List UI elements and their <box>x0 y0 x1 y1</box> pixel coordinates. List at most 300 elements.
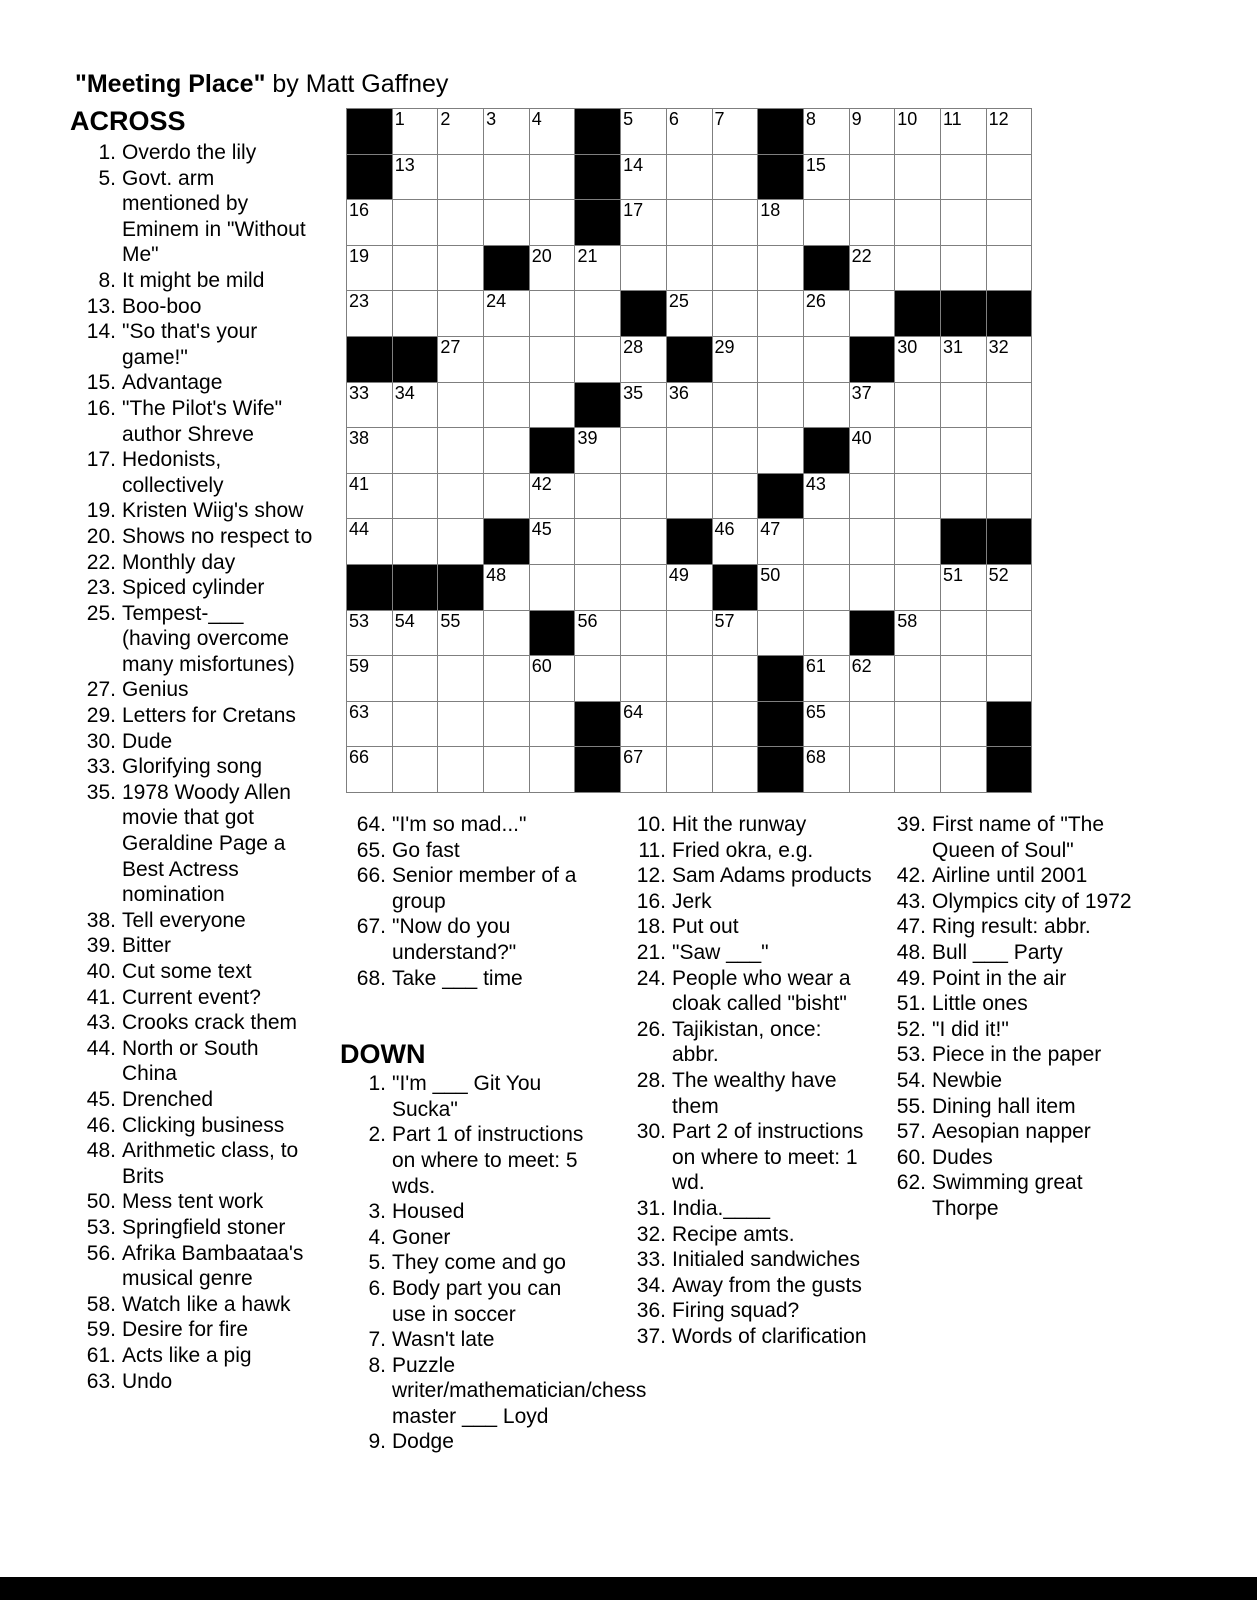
grid-cell[interactable] <box>941 702 986 747</box>
grid-cell[interactable] <box>575 291 620 336</box>
cell-number: 10 <box>897 109 918 129</box>
clue-text: Part 2 of instructions on where to meet: 1 wd. <box>672 1120 864 1195</box>
grid-cell[interactable] <box>530 155 575 200</box>
grid-cell[interactable] <box>393 474 438 519</box>
grid-cell[interactable] <box>621 747 666 792</box>
grid-cell[interactable] <box>347 702 392 747</box>
grid-cell-black <box>438 565 483 610</box>
grid-cell[interactable] <box>347 200 392 245</box>
grid-cell[interactable] <box>438 702 483 747</box>
grid-cell[interactable] <box>393 611 438 656</box>
grid-cell[interactable] <box>347 383 392 428</box>
grid-cell[interactable] <box>987 565 1032 610</box>
clue-text: Crooks crack them <box>122 1011 298 1035</box>
grid-cell[interactable] <box>667 383 712 428</box>
grid-cell[interactable] <box>987 474 1032 519</box>
grid-cell[interactable] <box>758 246 803 291</box>
grid-cell[interactable] <box>484 155 529 200</box>
grid-cell[interactable] <box>713 337 758 382</box>
grid-cell[interactable] <box>850 200 895 245</box>
grid-cell[interactable] <box>393 155 438 200</box>
clue-text: It might be mild <box>122 268 265 292</box>
grid-cell[interactable] <box>438 656 483 701</box>
grid-cell[interactable] <box>758 519 803 564</box>
grid-cell[interactable] <box>484 337 529 382</box>
clue-item <box>70 1317 318 1343</box>
grid-cell[interactable] <box>804 702 849 747</box>
grid-cell-black <box>347 109 392 154</box>
grid-cell[interactable] <box>987 383 1032 428</box>
grid-cell[interactable] <box>667 611 712 656</box>
grid-cell[interactable] <box>621 565 666 610</box>
clue-item <box>880 1145 1132 1171</box>
across-header: ACROSS <box>70 106 186 136</box>
grid-cell[interactable] <box>621 383 666 428</box>
clue-number: 24. <box>636 966 666 990</box>
grid-cell[interactable] <box>667 246 712 291</box>
cell-number: 37 <box>851 382 872 403</box>
clue-text: Swimming great Thorpe <box>932 1171 1083 1220</box>
grid-cell[interactable] <box>667 155 712 200</box>
clue-number: 60. <box>896 1145 926 1169</box>
grid-cell[interactable] <box>941 337 986 382</box>
grid-cell[interactable] <box>895 200 940 245</box>
clue-text: Firing squad? <box>672 1299 800 1323</box>
grid-cell[interactable] <box>987 428 1032 473</box>
grid-cell[interactable] <box>804 565 849 610</box>
clue-number: 22. <box>86 550 116 574</box>
grid-cell[interactable] <box>804 383 849 428</box>
clue-item <box>70 1369 318 1395</box>
grid-cell[interactable] <box>713 474 758 519</box>
clue-item <box>340 1250 590 1276</box>
clue-item <box>880 1068 1132 1094</box>
grid-cell[interactable] <box>530 246 575 291</box>
grid-cell-black <box>530 611 575 656</box>
grid-cell[interactable] <box>804 155 849 200</box>
grid-cell[interactable] <box>941 474 986 519</box>
grid-cell[interactable] <box>393 291 438 336</box>
clue-item <box>70 575 318 601</box>
grid-cell[interactable] <box>621 611 666 656</box>
grid-cell[interactable] <box>804 474 849 519</box>
grid-cell[interactable] <box>484 383 529 428</box>
clue-number: 46. <box>86 1113 116 1137</box>
grid-cell[interactable] <box>393 702 438 747</box>
grid-cell[interactable] <box>804 291 849 336</box>
clue-text: They come and go <box>392 1251 566 1275</box>
grid-cell[interactable] <box>484 702 529 747</box>
cell-number: 24 <box>486 291 507 312</box>
clue-text: North or South China <box>122 1036 259 1086</box>
clue-number: 43. <box>86 1011 116 1035</box>
grid-cell[interactable] <box>667 291 712 336</box>
clue-text: First name of "The Queen of Soul" <box>932 813 1105 862</box>
grid-cell[interactable] <box>530 383 575 428</box>
clue-number: 19. <box>86 499 116 523</box>
grid-cell-black <box>987 702 1032 747</box>
grid-cell[interactable] <box>575 565 620 610</box>
grid-cell[interactable] <box>713 428 758 473</box>
grid-cell[interactable] <box>941 109 986 154</box>
grid-cell[interactable] <box>713 383 758 428</box>
grid-cell[interactable] <box>895 656 940 701</box>
grid-cell[interactable] <box>393 428 438 473</box>
clue-item <box>340 1353 647 1430</box>
grid-cell[interactable] <box>850 291 895 336</box>
grid-cell[interactable] <box>713 702 758 747</box>
clue-item <box>70 1113 318 1139</box>
grid-cell[interactable] <box>941 747 986 792</box>
clue-item <box>620 940 872 966</box>
grid-cell[interactable] <box>713 291 758 336</box>
clue-number: 33. <box>636 1248 666 1272</box>
grid-cell[interactable] <box>575 656 620 701</box>
clue-item <box>340 914 590 965</box>
grid-cell[interactable] <box>530 702 575 747</box>
grid-cell[interactable] <box>530 747 575 792</box>
grid-cell[interactable] <box>621 337 666 382</box>
clue-item <box>340 966 590 992</box>
grid-cell[interactable] <box>393 747 438 792</box>
grid-cell[interactable] <box>484 428 529 473</box>
grid-cell[interactable] <box>987 246 1032 291</box>
grid-cell[interactable] <box>895 155 940 200</box>
cell-number: 7 <box>714 109 725 129</box>
grid-cell[interactable] <box>621 200 666 245</box>
grid-cell[interactable] <box>484 747 529 792</box>
grid-cell[interactable] <box>895 383 940 428</box>
grid-cell[interactable] <box>758 565 803 610</box>
grid-cell[interactable] <box>393 109 438 154</box>
clue-text: Glorifying song <box>122 755 263 779</box>
grid-cell[interactable] <box>484 474 529 519</box>
clue-item <box>70 370 318 396</box>
clue-number: 38. <box>86 908 116 932</box>
cell-number: 12 <box>988 109 1009 129</box>
grid-cell[interactable] <box>530 109 575 154</box>
grid-cell[interactable] <box>850 383 895 428</box>
grid-cell[interactable] <box>347 611 392 656</box>
clue-number: 17. <box>86 448 116 472</box>
grid-cell[interactable] <box>575 428 620 473</box>
clue-number: 41. <box>86 985 116 1009</box>
clue-text: Body part you can use in soccer <box>392 1276 562 1326</box>
grid-cell[interactable] <box>530 337 575 382</box>
grid-cell[interactable] <box>758 200 803 245</box>
grid-cell[interactable] <box>667 474 712 519</box>
grid-cell[interactable] <box>758 428 803 473</box>
grid-cell[interactable] <box>621 702 666 747</box>
clue-item <box>70 985 318 1011</box>
clue-item <box>620 1222 872 1248</box>
grid-cell[interactable] <box>438 428 483 473</box>
grid-cell[interactable] <box>758 337 803 382</box>
clue-number: 56. <box>86 1241 116 1265</box>
grid-cell[interactable] <box>621 474 666 519</box>
grid-cell[interactable] <box>987 155 1032 200</box>
cell-number: 6 <box>668 109 679 129</box>
grid-cell[interactable] <box>484 611 529 656</box>
clue-item <box>880 914 1132 940</box>
grid-cell[interactable] <box>438 200 483 245</box>
grid-cell[interactable] <box>941 246 986 291</box>
grid-cell[interactable] <box>530 656 575 701</box>
grid-cell[interactable] <box>804 611 849 656</box>
grid-cell[interactable] <box>667 702 712 747</box>
grid-cell[interactable] <box>987 109 1032 154</box>
grid-cell[interactable] <box>438 611 483 656</box>
cell-number: 50 <box>760 564 781 585</box>
grid-cell[interactable] <box>621 155 666 200</box>
clue-text: Put out <box>672 915 739 939</box>
grid-cell[interactable] <box>393 200 438 245</box>
clue-item <box>880 1119 1132 1145</box>
grid-cell[interactable] <box>667 200 712 245</box>
cell-number: 45 <box>531 519 552 540</box>
grid-cell[interactable] <box>621 246 666 291</box>
grid-cell[interactable] <box>713 246 758 291</box>
cell-number: 61 <box>805 656 826 677</box>
grid-cell[interactable] <box>758 611 803 656</box>
grid-cell[interactable] <box>667 428 712 473</box>
cell-number: 13 <box>394 154 415 175</box>
grid-cell[interactable] <box>484 565 529 610</box>
grid-cell[interactable] <box>621 519 666 564</box>
grid-cell[interactable] <box>575 611 620 656</box>
clue-text: Letters for Cretans <box>122 704 296 728</box>
grid-cell[interactable] <box>895 611 940 656</box>
clue-number: 16. <box>636 889 666 913</box>
clue-item <box>880 863 1132 889</box>
grid-cell[interactable] <box>438 291 483 336</box>
grid-cell[interactable] <box>941 611 986 656</box>
grid-cell[interactable] <box>438 155 483 200</box>
grid-cell[interactable] <box>850 565 895 610</box>
grid-cell[interactable] <box>713 747 758 792</box>
grid-cell[interactable] <box>850 109 895 154</box>
grid-cell[interactable] <box>347 428 392 473</box>
grid-cell-black <box>484 246 529 291</box>
grid-cell[interactable] <box>530 519 575 564</box>
clue-text: Puzzle writer/mathematician/chess master ___ Loyd <box>392 1353 647 1428</box>
grid-cell[interactable] <box>667 656 712 701</box>
grid-cell[interactable] <box>438 109 483 154</box>
grid-cell[interactable] <box>393 656 438 701</box>
grid-cell[interactable] <box>850 747 895 792</box>
clue-item <box>880 1042 1132 1068</box>
grid-cell[interactable] <box>621 428 666 473</box>
grid-cell[interactable] <box>987 337 1032 382</box>
grid-cell[interactable] <box>438 383 483 428</box>
grid-cell[interactable] <box>713 519 758 564</box>
clue-item <box>880 812 1132 863</box>
grid-cell-black <box>758 109 803 154</box>
cell-number: 47 <box>760 519 781 540</box>
grid-cell[interactable] <box>987 611 1032 656</box>
clue-number: 43. <box>896 889 926 913</box>
cell-number: 34 <box>394 382 415 403</box>
grid-cell[interactable] <box>941 155 986 200</box>
grid-cell[interactable] <box>347 747 392 792</box>
grid-cell[interactable] <box>530 291 575 336</box>
grid-cell[interactable] <box>575 519 620 564</box>
grid-cell[interactable] <box>850 428 895 473</box>
grid-cell-black <box>758 702 803 747</box>
grid-cell[interactable] <box>895 565 940 610</box>
grid-cell[interactable] <box>484 200 529 245</box>
grid-cell[interactable] <box>575 474 620 519</box>
clue-number: 53. <box>896 1043 926 1067</box>
grid-cell[interactable] <box>713 155 758 200</box>
grid-cell[interactable] <box>895 519 940 564</box>
grid-cell[interactable] <box>895 702 940 747</box>
clue-number: 29. <box>86 704 116 728</box>
grid-cell[interactable] <box>713 200 758 245</box>
clue-item <box>70 447 318 498</box>
clue-number: 48. <box>896 940 926 964</box>
grid-cell[interactable] <box>941 656 986 701</box>
grid-cell[interactable] <box>347 291 392 336</box>
grid-cell[interactable] <box>575 246 620 291</box>
grid-cell[interactable] <box>895 747 940 792</box>
grid-cell[interactable] <box>804 109 849 154</box>
clue-number: 66. <box>356 864 386 888</box>
grid-cell[interactable] <box>804 519 849 564</box>
clue-number: 30. <box>86 729 116 753</box>
grid-cell[interactable] <box>667 747 712 792</box>
grid-cell[interactable] <box>895 474 940 519</box>
grid-cell[interactable] <box>438 246 483 291</box>
clue-number: 53. <box>86 1215 116 1239</box>
across-clue-column <box>70 106 318 1394</box>
grid-cell[interactable] <box>804 337 849 382</box>
cell-number: 44 <box>349 519 370 540</box>
clue-text: "The Pilot's Wife" author Shreve <box>122 396 283 446</box>
clue-number: 8. <box>368 1353 386 1377</box>
cell-number: 11 <box>942 109 962 129</box>
grid-cell[interactable] <box>347 519 392 564</box>
grid-cell[interactable] <box>713 656 758 701</box>
clue-number: 26. <box>636 1017 666 1041</box>
grid-cell[interactable] <box>804 656 849 701</box>
clue-column-three <box>620 812 872 1349</box>
clue-item <box>70 396 318 447</box>
clue-item <box>340 838 590 864</box>
grid-cell[interactable] <box>667 109 712 154</box>
grid-cell[interactable] <box>530 565 575 610</box>
grid-cell[interactable] <box>758 291 803 336</box>
cell-number: 52 <box>988 564 1009 585</box>
grid-cell[interactable] <box>393 519 438 564</box>
clue-item <box>340 863 590 914</box>
clue-item <box>70 498 318 524</box>
grid-cell-black <box>713 565 758 610</box>
clue-item <box>620 812 872 838</box>
clue-text: Airline until 2001 <box>932 864 1088 888</box>
grid-cell[interactable] <box>484 291 529 336</box>
grid-cell[interactable] <box>347 474 392 519</box>
grid-cell[interactable] <box>393 383 438 428</box>
grid-cell[interactable] <box>895 246 940 291</box>
grid-cell[interactable] <box>941 200 986 245</box>
clue-text: Current event? <box>122 985 261 1009</box>
grid-cell[interactable] <box>758 383 803 428</box>
clue-item <box>70 729 318 755</box>
clue-text: Dining hall item <box>932 1094 1076 1118</box>
cell-number: 3 <box>486 109 497 129</box>
grid-cell[interactable] <box>575 337 620 382</box>
grid-cell[interactable] <box>713 109 758 154</box>
cell-number: 42 <box>531 473 552 494</box>
grid-cell[interactable] <box>621 109 666 154</box>
grid-cell-black <box>850 337 895 382</box>
clue-number: 62. <box>896 1171 926 1195</box>
grid-cell[interactable] <box>530 200 575 245</box>
cell-number: 14 <box>623 154 644 175</box>
grid-cell[interactable] <box>393 246 438 291</box>
grid-cell[interactable] <box>850 519 895 564</box>
grid-cell[interactable] <box>850 246 895 291</box>
grid-cell[interactable] <box>621 656 666 701</box>
grid-cell-black <box>575 747 620 792</box>
grid-cell[interactable] <box>347 246 392 291</box>
clue-text: Take ___ time <box>392 966 523 990</box>
grid-cell[interactable] <box>667 565 712 610</box>
grid-cell[interactable] <box>850 155 895 200</box>
grid-cell-black <box>575 109 620 154</box>
grid-cell[interactable] <box>530 474 575 519</box>
grid-cell[interactable] <box>484 656 529 701</box>
grid-cell[interactable] <box>438 519 483 564</box>
grid-cell[interactable] <box>804 200 849 245</box>
grid-cell[interactable] <box>895 109 940 154</box>
clue-text: People who wear a cloak called "bisht" <box>672 966 851 1016</box>
clue-text: Jerk <box>672 889 712 913</box>
grid-cell[interactable] <box>850 656 895 701</box>
clue-text: Tell everyone <box>122 908 246 932</box>
clue-item <box>70 959 318 985</box>
clue-number: 30. <box>636 1120 666 1144</box>
grid-cell[interactable] <box>484 109 529 154</box>
grid-cell[interactable] <box>941 428 986 473</box>
grid-cell[interactable] <box>804 747 849 792</box>
clue-text: Tempest-___ (having overcome many misfortunes) <box>122 601 295 676</box>
grid-cell[interactable] <box>895 337 940 382</box>
grid-cell[interactable] <box>850 474 895 519</box>
grid-cell[interactable] <box>941 565 986 610</box>
grid-cell[interactable] <box>347 656 392 701</box>
grid-cell[interactable] <box>438 747 483 792</box>
grid-cell[interactable] <box>713 611 758 656</box>
clue-text: Hedonists, collectively <box>122 448 224 497</box>
page-title <box>75 70 448 99</box>
grid-cell[interactable] <box>438 474 483 519</box>
grid-cell[interactable] <box>850 702 895 747</box>
cell-number: 38 <box>349 428 370 449</box>
clue-item <box>70 601 318 678</box>
grid-cell[interactable] <box>987 656 1032 701</box>
grid-cell[interactable] <box>987 200 1032 245</box>
clue-text: Part 1 of instructions on where to meet: 5 wds. <box>392 1123 584 1198</box>
clue-item <box>620 1273 872 1299</box>
clue-text: Boo-boo <box>122 294 202 318</box>
grid-cell[interactable] <box>895 428 940 473</box>
clue-number: 39. <box>86 934 116 958</box>
grid-cell[interactable] <box>438 337 483 382</box>
grid-cell[interactable] <box>941 383 986 428</box>
clue-text: Kristen Wiig's show <box>122 499 304 523</box>
